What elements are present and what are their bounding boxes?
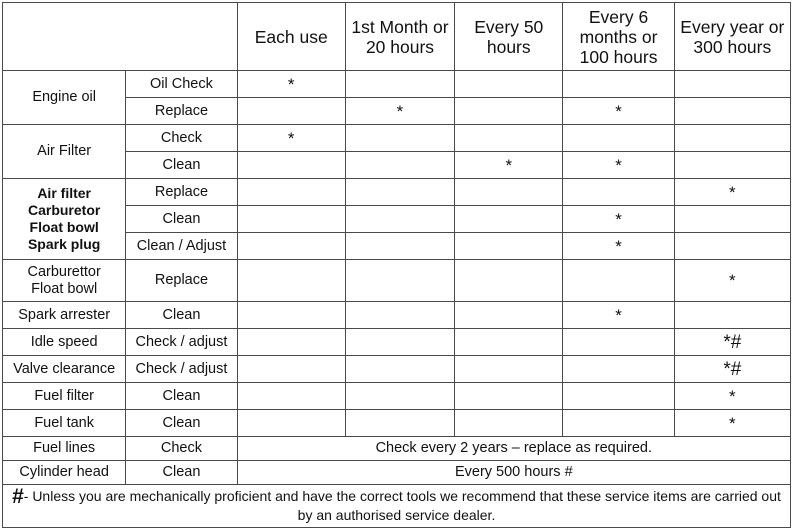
table-row — [3, 179, 791, 206]
action-cell: Check / adjust — [126, 329, 237, 356]
mark-cell — [345, 152, 454, 179]
service-schedule-table — [2, 2, 791, 528]
mark-cell — [674, 125, 790, 152]
item-cylinder-head: Cylinder head — [3, 461, 126, 485]
mark-cell — [563, 179, 674, 206]
mark-cell — [237, 302, 345, 329]
header-first-month: 1st Month or 20 hours — [345, 3, 454, 71]
mark-cell — [345, 329, 454, 356]
table-row — [3, 125, 791, 152]
mark-cell: * — [674, 383, 790, 410]
mark-cell — [563, 260, 674, 302]
action-cell: Clean — [126, 410, 237, 437]
item-carburettor-line2: Float bowl — [31, 280, 98, 297]
mark-cell — [674, 71, 790, 98]
mark-cell: *# — [674, 329, 790, 356]
mark-cell — [237, 356, 345, 383]
mark-cell: * — [563, 206, 674, 233]
mark-cell — [563, 329, 674, 356]
mark-cell — [345, 179, 454, 206]
item-engine-oil: Engine oil — [3, 71, 126, 125]
action-cell: Check / adjust — [126, 356, 237, 383]
header-every-50-hours: Every 50 hours — [455, 3, 563, 71]
item-fuel-filter: Fuel filter — [3, 383, 126, 410]
mark-cell — [345, 302, 454, 329]
mark-cell — [237, 383, 345, 410]
mark-cell — [455, 98, 563, 125]
mark-cell — [237, 152, 345, 179]
action-cell: Check — [126, 125, 237, 152]
mark-cell — [455, 356, 563, 383]
mark-cell — [674, 302, 790, 329]
action-cell: Clean / Adjust — [126, 233, 237, 260]
header-every-6-months: Every 6 months or 100 hours — [563, 3, 674, 71]
mark-cell — [237, 410, 345, 437]
item-carburettor-float-bowl — [3, 260, 126, 302]
mark-cell: * — [345, 98, 454, 125]
action-cell: Check — [126, 437, 237, 461]
mark-cell — [345, 71, 454, 98]
mark-cell — [345, 383, 454, 410]
header-blank-cell — [3, 3, 238, 71]
mark-cell — [237, 206, 345, 233]
mark-cell — [455, 260, 563, 302]
action-cell: Oil Check — [126, 71, 237, 98]
mark-cell — [455, 206, 563, 233]
mark-cell: * — [674, 410, 790, 437]
mark-cell — [345, 233, 454, 260]
mark-cell: * — [563, 98, 674, 125]
mark-cell — [455, 71, 563, 98]
table-row — [3, 329, 791, 356]
mark-cell — [563, 71, 674, 98]
fuel-lines-note: Check every 2 years – replace as required. — [237, 437, 790, 461]
item-spark-arrester: Spark arrester — [3, 302, 126, 329]
mark-cell — [674, 206, 790, 233]
footnote-symbol: # — [12, 485, 24, 508]
mark-cell: * — [563, 233, 674, 260]
item-fuel-lines: Fuel lines — [3, 437, 126, 461]
mark-cell — [455, 233, 563, 260]
table-row — [3, 356, 791, 383]
cylinder-head-note: Every 500 hours # — [237, 461, 790, 485]
action-cell: Clean — [126, 152, 237, 179]
mark-cell — [237, 98, 345, 125]
footnote-text: - Unless you are mechanically proficient and have the correct tools we recommend that these service items are carried out by an authorised service dealer. — [23, 488, 781, 523]
table-row — [3, 302, 791, 329]
item-air-filter: Air Filter — [3, 125, 126, 179]
item-spark-plug-group: Spark plug — [27, 236, 101, 252]
action-cell: Replace — [126, 179, 237, 206]
action-cell: Replace — [126, 260, 237, 302]
item-fuel-tank: Fuel tank — [3, 410, 126, 437]
mark-cell — [455, 410, 563, 437]
footnote-row — [3, 485, 791, 528]
action-cell: Clean — [126, 461, 237, 485]
table-row — [3, 461, 791, 485]
mark-cell — [563, 383, 674, 410]
mark-cell — [345, 356, 454, 383]
mark-cell — [237, 329, 345, 356]
item-group-cell — [3, 179, 126, 260]
mark-cell — [345, 410, 454, 437]
mark-cell — [455, 302, 563, 329]
mark-cell: * — [674, 260, 790, 302]
footnote-cell — [3, 485, 791, 528]
item-float-bowl-group: Float bowl — [29, 219, 99, 235]
item-carburettor-line1: Carburettor — [27, 263, 101, 280]
mark-cell — [563, 356, 674, 383]
mark-cell — [674, 233, 790, 260]
mark-cell: * — [563, 152, 674, 179]
header-each-use: Each use — [237, 3, 345, 71]
mark-cell: *# — [674, 356, 790, 383]
mark-cell: * — [237, 71, 345, 98]
mark-cell — [455, 125, 563, 152]
item-air-filter-group: Air filter — [37, 185, 91, 201]
table-row — [3, 260, 791, 302]
table-row — [3, 437, 791, 461]
mark-cell: * — [237, 125, 345, 152]
item-carburetor-group: Carburetor — [27, 202, 101, 218]
table-row — [3, 410, 791, 437]
action-cell: Clean — [126, 383, 237, 410]
mark-cell — [563, 125, 674, 152]
mark-cell — [455, 383, 563, 410]
mark-cell — [345, 125, 454, 152]
table-row — [3, 383, 791, 410]
mark-cell: * — [455, 152, 563, 179]
header-every-year: Every year or 300 hours — [674, 3, 790, 71]
mark-cell — [345, 260, 454, 302]
mark-cell — [455, 179, 563, 206]
item-valve-clearance: Valve clearance — [3, 356, 126, 383]
mark-cell — [455, 329, 563, 356]
mark-cell: * — [563, 302, 674, 329]
action-cell: Replace — [126, 98, 237, 125]
action-cell: Clean — [126, 206, 237, 233]
mark-cell — [674, 152, 790, 179]
header-row — [3, 3, 791, 71]
mark-cell — [345, 206, 454, 233]
action-cell: Clean — [126, 302, 237, 329]
mark-cell — [237, 260, 345, 302]
mark-cell: * — [674, 179, 790, 206]
mark-cell — [237, 179, 345, 206]
mark-cell — [674, 98, 790, 125]
mark-cell — [237, 233, 345, 260]
mark-cell — [563, 410, 674, 437]
table-row — [3, 71, 791, 98]
item-idle-speed: Idle speed — [3, 329, 126, 356]
